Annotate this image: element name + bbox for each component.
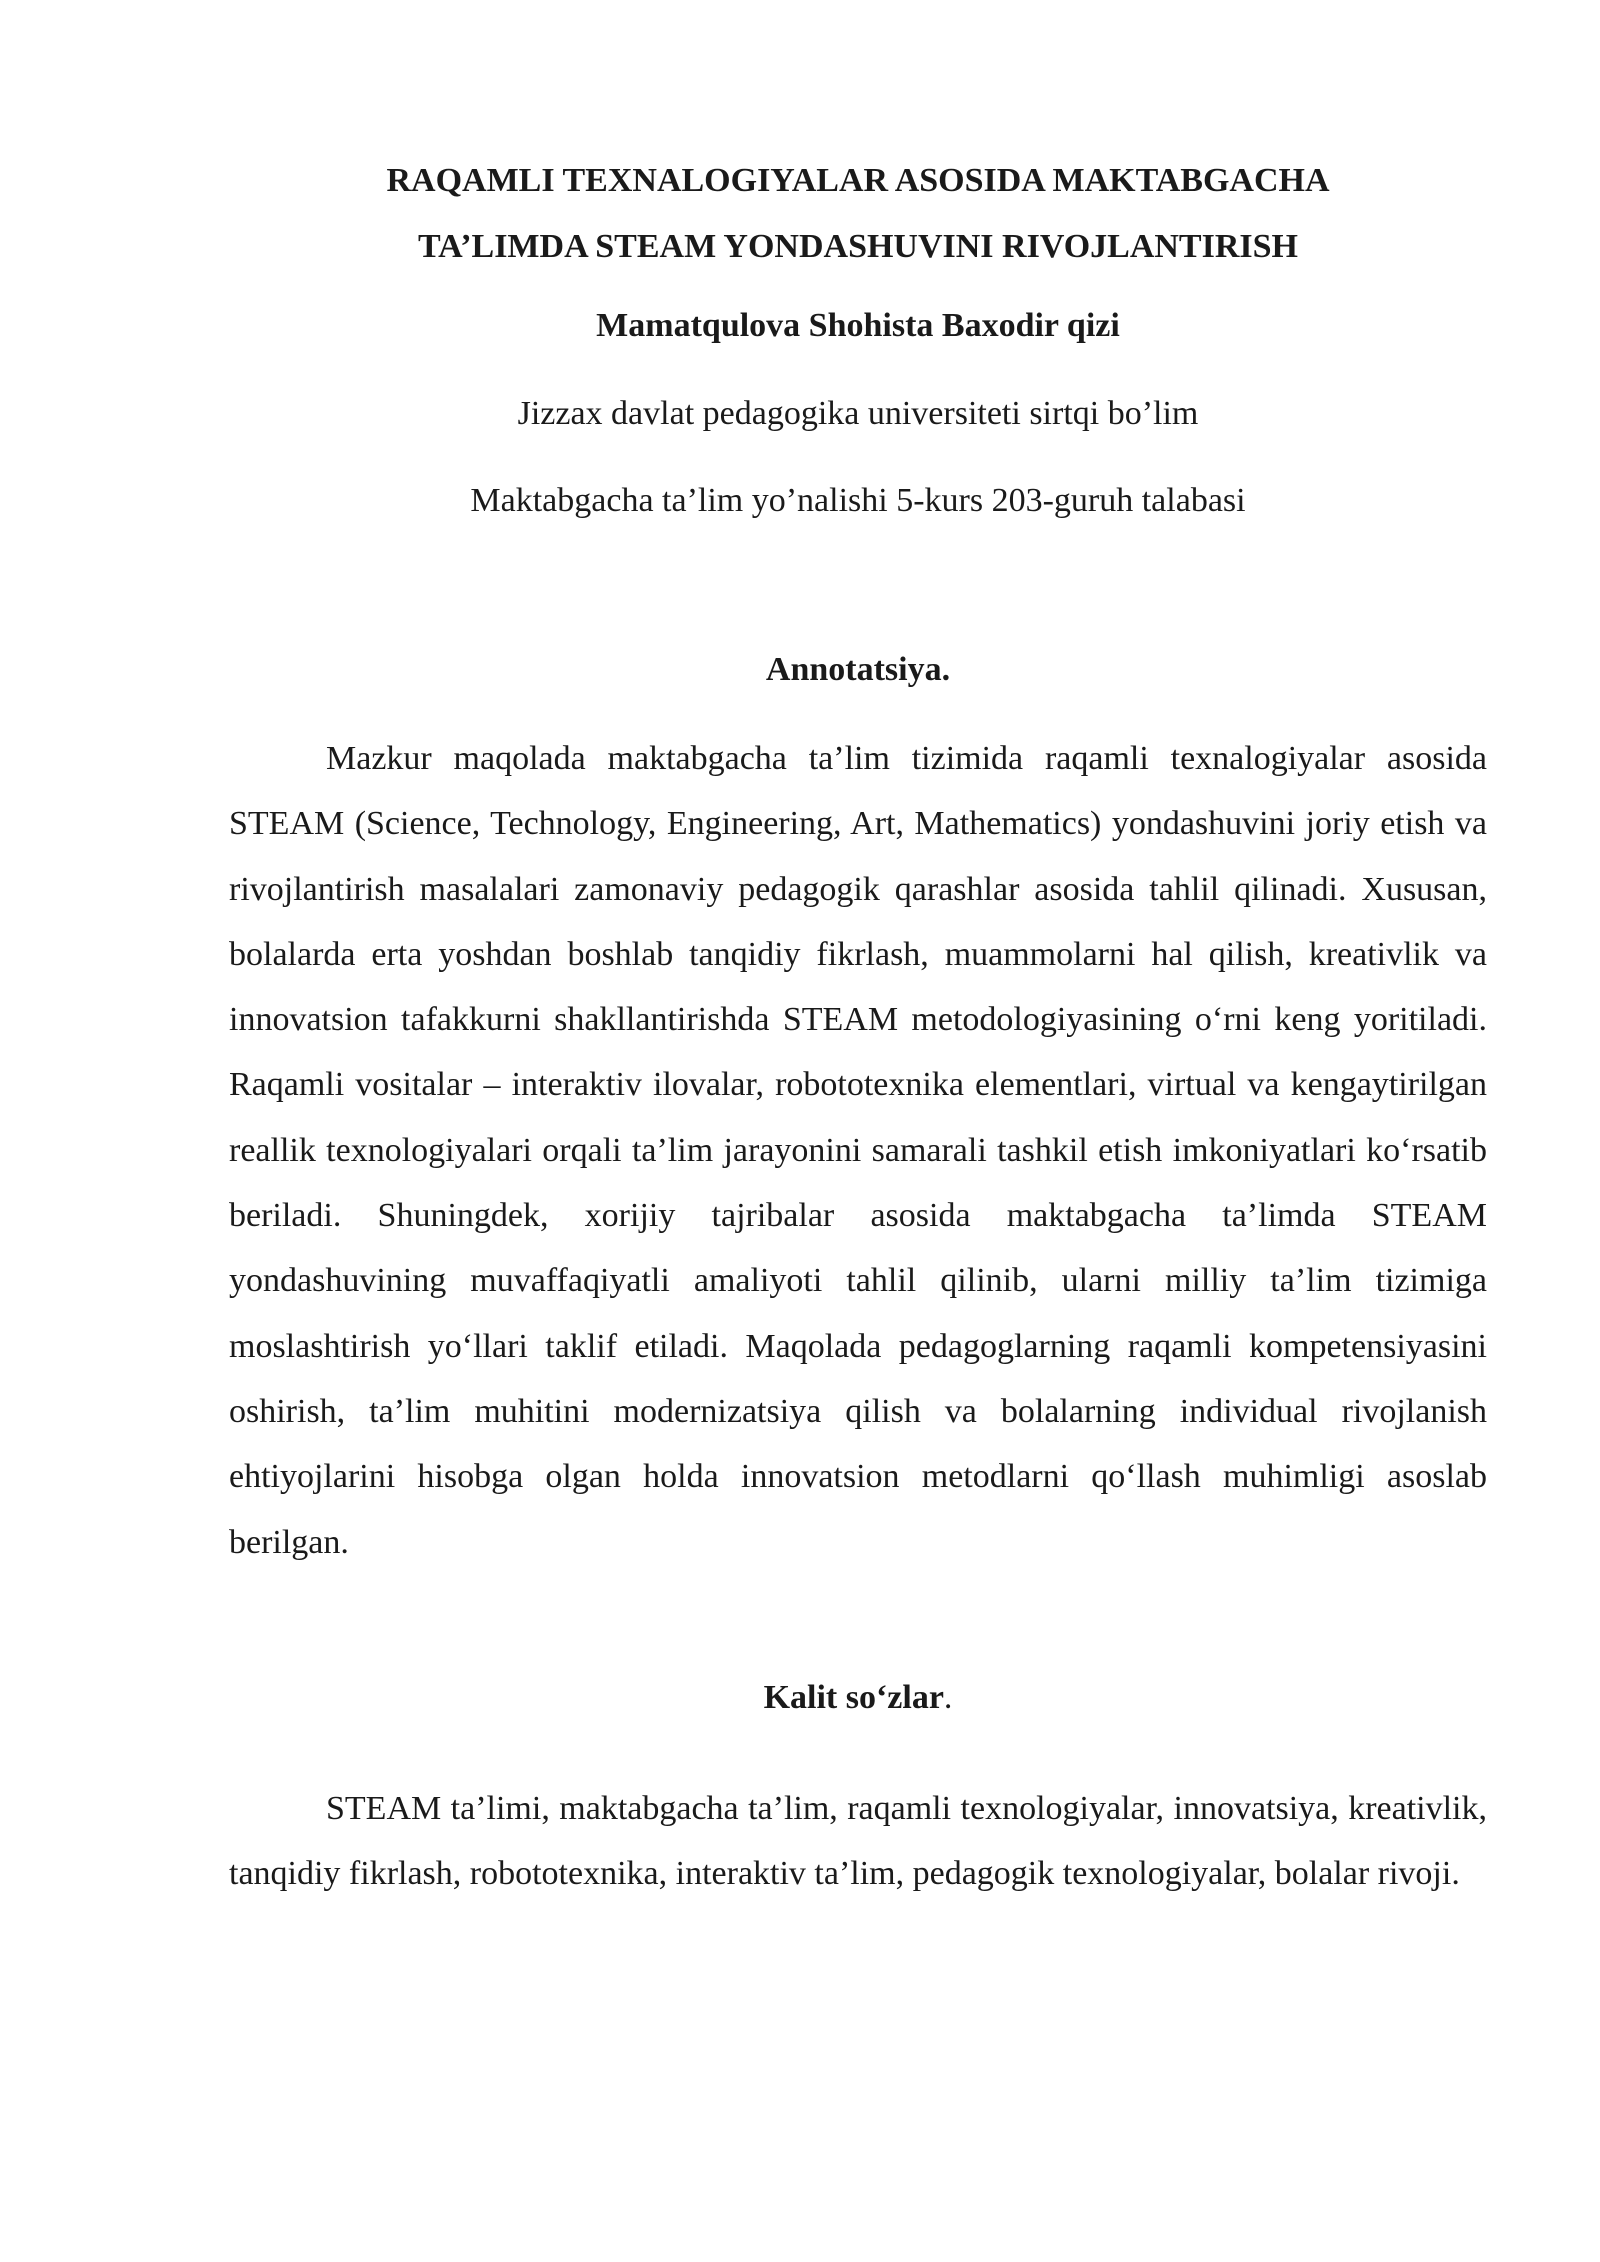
title-line-1: RAQAMLI TEXNALOGIYALAR ASOSIDA MAKTABGACHA (386, 162, 1330, 199)
annotation-paragraph: Mazkur maqolada maktabgacha ta’lim tizimida raqamli texnalogiyalar asosida STEAM (Science, Technology, Engineering, Art, Mathematics) yondashuvini joriy etish va rivojlantirish masalalari zamonaviy pedagogik qarashlar asosida tahlil qilinadi. Xususan, bolalarda erta yoshdan boshlab tanqidiy fikrlash, muammolarni hal qilish, kreativlik va innovatsion tafakkurni shakllantirishda STEAM metodologiyasining o‘rni keng yoritiladi. Raqamli vositalar – interaktiv ilovalar, robototexnika elementlari, virtual va kengaytirilgan reallik texnologiyalari orqali ta’lim jarayonini samarali tashkil etish imkoniyatlari ko‘rsatib beriladi. Shuningdek, xorijiy tajribalar asosida maktabgacha ta’limda STEAM yondashuvining muvaffaqiyatli amaliyoti tahlil qilinib, ularni milliy ta’lim tizimiga moslashtirish yo‘llari taklif etiladi. Maqolada pedagoglarning raqamli kompetensiyasini oshirish, ta’lim muhitini modernizatsiya qilish va bolalarning individual rivojlanish ehtiyojlarini hisobga olgan holda innovatsion metodlarni qo‘llash muhimligi asoslab berilgan. (229, 740, 1487, 1561)
author-name: Mamatqulova Shohista Baxodir qizi (596, 307, 1120, 344)
paper-title (229, 148, 1487, 280)
keywords-heading (229, 1674, 1487, 1722)
title-line-2: TA’LIMDA STEAM YONDASHUVINI RIVOJLANTIRISH (418, 228, 1298, 265)
keywords-paragraph: STEAM ta’limi, maktabgacha ta’lim, raqamli texnologiyalar, innovatsiya, kreativlik, tanqidiy fikrlash, robototexnika, interaktiv ta’lim, pedagogik texnologiyalar, bolalar rivoji. (229, 1790, 1487, 1893)
affiliation-course: Maktabgacha ta’lim yo’nalishi 5-kurs 203-guruh talabasi (470, 482, 1246, 519)
keywords-heading-period: . (943, 1679, 953, 1716)
keywords-heading-label: Kalit so‘zlar (763, 1679, 944, 1716)
annotation-heading: Annotatsiya. (765, 651, 951, 688)
affiliation-university: Jizzax davlat pedagogika universiteti sirtqi bo’lim (517, 395, 1199, 432)
